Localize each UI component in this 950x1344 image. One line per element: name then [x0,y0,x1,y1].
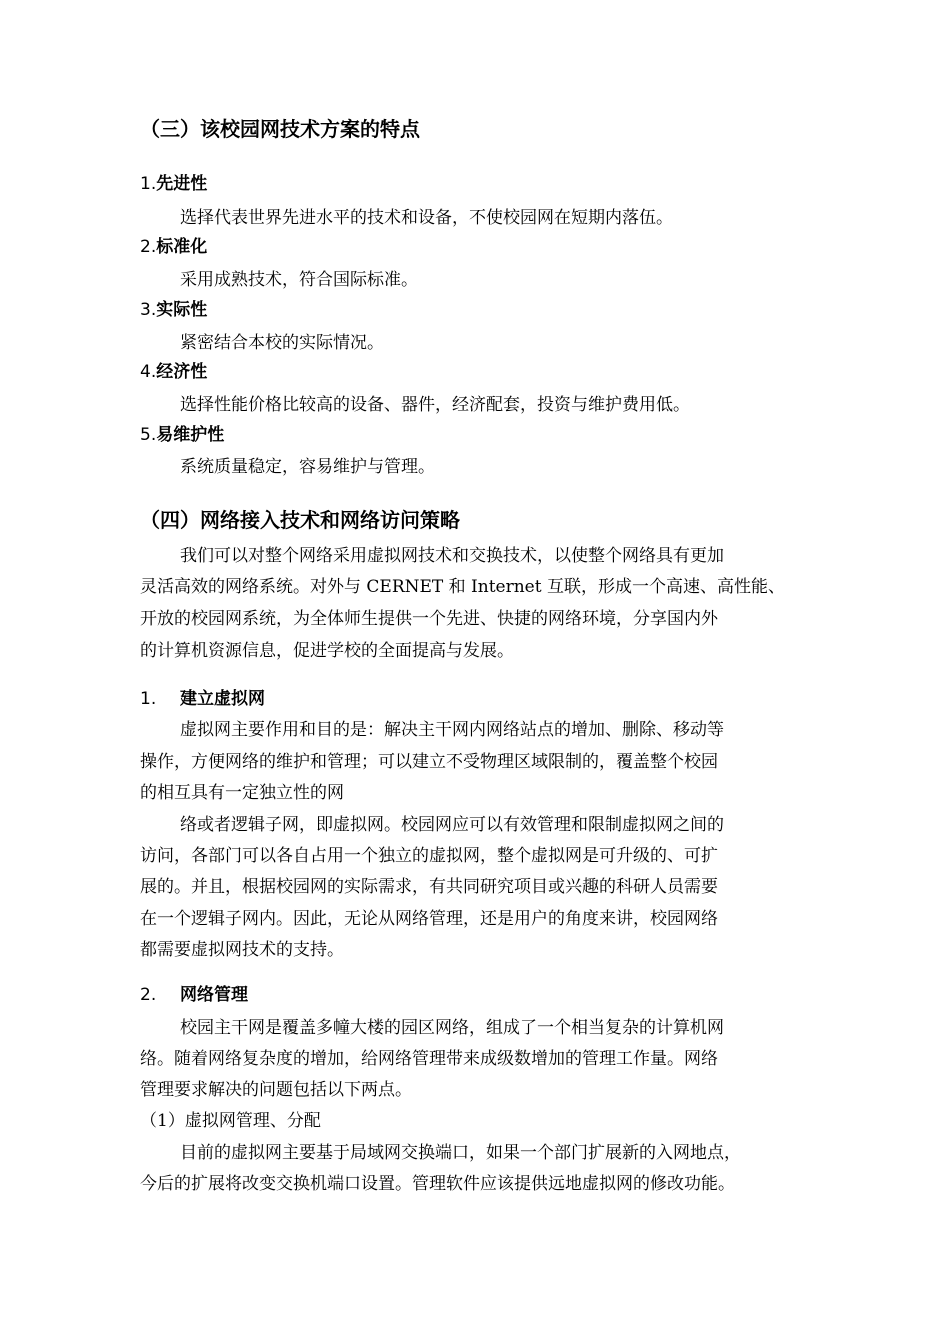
item-4-heading [140,362,207,382]
item-title: 实际性 [156,300,208,320]
sub-1-para-2-line-2: 访问，各部门可以各自占用一个独立的虚拟网，整个虚拟网是可升级的、可扩 [140,846,718,866]
item-1-heading [140,174,207,194]
item-1-text: 选择代表世界先进水平的技术和设备，不使校园网在短期内落伍。 [180,208,673,228]
item-3-heading [140,300,207,320]
sub-1-para-2-line-5: 都需要虚拟网技术的支持。 [140,940,344,960]
item-number: 4. [140,362,157,382]
section-3-heading: （三）该校园网技术方案的特点 [140,117,420,141]
item-number: 3. [140,300,157,320]
item-title: 先进性 [156,174,208,194]
sub-number: 2. [140,985,157,1005]
item-5-heading [140,425,224,445]
intro-line-1: 我们可以对整个网络采用虚拟网技术和交换技术，以使整个网络具有更加 [180,546,724,566]
item-4-text: 选择性能价格比较高的设备、器件，经济配套，投资与维护费用低。 [180,395,690,415]
item-number: 1. [140,174,157,194]
sub-2-para-1-line-1: 校园主干网是覆盖多幢大楼的园区网络，组成了一个相当复杂的计算机网 [180,1018,724,1038]
item-2-heading [140,237,207,257]
item-3-text: 紧密结合本校的实际情况。 [180,333,384,353]
sub-2-point-1-line-2: 今后的扩展将改变交换机端口设置。管理软件应该提供远地虚拟网的修改功能。 [140,1174,735,1194]
sub-title: 网络管理 [180,985,248,1005]
item-5-text: 系统质量稳定，容易维护与管理。 [180,457,435,477]
sub-1-para-2-line-1: 络或者逻辑子网，即虚拟网。校园网应可以有效管理和限制虚拟网之间的 [180,815,724,835]
sub-1-heading [140,689,265,709]
sub-2-para-1-line-3: 管理要求解决的问题包括以下两点。 [140,1080,412,1100]
sub-1-para-2-line-4: 在一个逻辑子网内。因此，无论从网络管理，还是用户的角度来讲，校园网络 [140,909,718,929]
sub-2-heading [140,985,248,1005]
sub-1-para-1-line-2: 操作，方便网络的维护和管理；可以建立不受物理区域限制的，覆盖整个校园 [140,752,718,772]
sub-2-point-1-heading: （1）虚拟网管理、分配 [140,1111,321,1131]
item-number: 2. [140,237,157,257]
sub-1-para-1-line-3: 的相互具有一定独立性的网 [140,783,344,803]
intro-line-3: 开放的校园网系统，为全体师生提供一个先进、快捷的网络环境，分享国内外 [140,609,718,629]
item-title: 经济性 [156,362,208,382]
item-title: 易维护性 [156,425,225,445]
section-4-heading: （四）网络接入技术和网络访问策略 [140,508,460,532]
intro-line-4: 的计算机资源信息，促进学校的全面提高与发展。 [140,641,514,661]
sub-2-para-1-line-2: 络。随着网络复杂度的增加，给网络管理带来成级数增加的管理工作量。网络 [140,1049,718,1069]
sub-1-para-2-line-3: 展的。并且，根据校园网的实际需求，有共同研究项目或兴趣的科研人员需要 [140,877,718,897]
item-title: 标准化 [156,237,208,257]
sub-number: 1. [140,689,157,709]
sub-title: 建立虚拟网 [180,689,265,709]
item-2-text: 采用成熟技术，符合国际标准。 [180,270,418,290]
sub-2-point-1-line-1: 目前的虚拟网主要基于局域网交换端口，如果一个部门扩展新的入网地点， [180,1143,741,1163]
sub-1-para-1-line-1: 虚拟网主要作用和目的是：解决主干网内网络站点的增加、删除、移动等 [180,720,724,740]
item-number: 5. [140,425,157,445]
intro-line-2: 灵活高效的网络系统。对外与 CERNET 和 Internet 互联，形成一个高速、高性能、 [140,577,785,597]
